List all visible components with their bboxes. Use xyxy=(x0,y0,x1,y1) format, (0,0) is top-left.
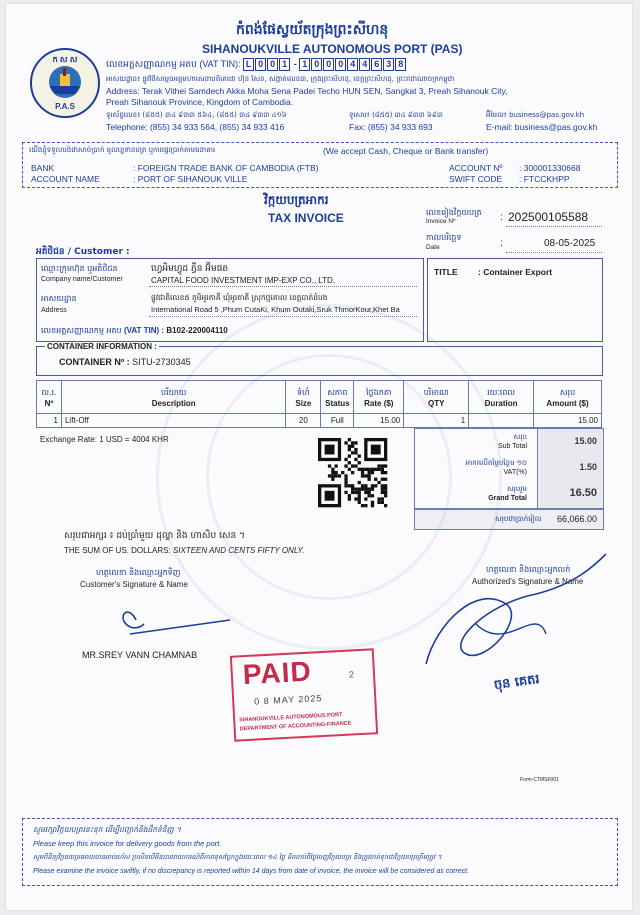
table-body xyxy=(37,414,602,428)
grand-total-value: 16.50 xyxy=(569,487,597,499)
riel-khmer: សរុបជាប្រាក់រៀល xyxy=(495,515,542,523)
tin-digit: 6 xyxy=(371,58,382,71)
container-info-box xyxy=(36,342,603,376)
account-no-label: ACCOUNT Nº xyxy=(449,163,503,173)
org-name-khmer: កំពង់ផែស្វយ័តក្រុងព្រះសីហនុ xyxy=(236,22,389,38)
tin-digit: 4 xyxy=(359,58,370,71)
address-label-khmer: អាសយដ្ឋាន xyxy=(41,294,77,303)
email: E-mail: business@pas.gov.kh xyxy=(486,122,598,132)
items-table xyxy=(36,380,602,428)
customer-vat-khmer: លេខអត្តសញ្ញាណកម្ម អតប xyxy=(41,326,122,335)
swift-label: SWIFT CODE xyxy=(449,174,503,184)
bank-label: BANK xyxy=(31,163,55,173)
grand-total-label: Grand Total xyxy=(488,495,527,502)
cell-amount: 15.00 xyxy=(534,414,602,428)
paid-stamp xyxy=(230,648,378,741)
bank-value: : FOREIGN TRADE BANK OF CAMBODIA (FTB) xyxy=(133,163,319,173)
customer-box xyxy=(36,258,424,342)
container-no-value: SITU-2730345 xyxy=(132,357,191,367)
org-name: SIHANOUKVILLE AUTONOMOUS PORT (PAS) xyxy=(202,42,463,56)
container-heading: CONTAINER INFORMATION : xyxy=(47,342,157,351)
column-header: ថ្លៃឯកតា Rate ($) xyxy=(354,381,404,414)
tin-digit: 0 xyxy=(255,58,266,71)
qr-code xyxy=(318,438,396,508)
customer-vat-label: (VAT TIN) : xyxy=(123,326,165,335)
bank-info-box xyxy=(22,142,618,188)
column-header: សរុប Amount ($) xyxy=(534,381,602,414)
amount-words-row xyxy=(64,546,304,555)
fax: Fax: (855) 34 933 693 xyxy=(349,122,433,132)
company-name: CAPITAL FOOD INVESTMENT IMP-EXP CO., LTD. xyxy=(151,276,336,285)
seal-top-text: ក ស ស xyxy=(52,55,78,64)
invoice-title-khmer: វិក្កយបត្រអាករ xyxy=(264,193,329,207)
paid-stamp-line2: DEPARTMENT OF ACCOUNTING-FINANCE xyxy=(239,720,352,733)
telephone: Telephone: (855) 34 933 564, (855) 34 933 416 xyxy=(106,122,285,132)
address-line1: Address: Terak Vithei Samdech Akka Moha Sena Padei Techo HUN SEN, Sangkat 3, Preah Sihanouk City, xyxy=(106,86,508,96)
tin-digit: 0 xyxy=(311,58,322,71)
paid-stamp-index: 2 xyxy=(348,669,355,680)
vat-tin-row: លេខអត្តសញ្ញាណកម្ម អតប (VAT TIN): L 0 0 1 - 1 0 0 0 4 4 6 3 8 xyxy=(106,58,407,72)
column-header: បរិយាយ Description xyxy=(61,381,285,414)
title-value: : Container Export xyxy=(478,267,553,277)
cell-rate: 15.00 xyxy=(354,414,404,428)
customer-sign-label: Customer's Signature & Name xyxy=(80,580,188,589)
fax-khmer: ទូរសារ៖ (៨៥៥) ៣៤ ៩៣៣ ៦៩៣ xyxy=(349,111,443,119)
totals-box xyxy=(414,428,604,510)
authorized-signature xyxy=(416,544,616,684)
company-label-khmer: ឈ្មោះក្រុមហ៊ុន ឬអតិថិជន xyxy=(41,264,118,273)
subtotal-khmer: សរុប xyxy=(513,433,527,441)
invoice-no-label: Invoice Nº xyxy=(426,218,456,225)
invoice-title: TAX INVOICE xyxy=(268,211,344,225)
ship-icon xyxy=(42,64,88,100)
customer-heading: អតិថិជន / Customer : xyxy=(36,247,130,257)
column-header: ល.រ. Nº xyxy=(37,381,62,414)
cell-status: Full xyxy=(321,414,354,428)
footer-line2-khmer: សូមពិនិត្យវិក្កយបត្រអោយបានឆាប់រហ័ស ប្រសិនបើមិនបានរាយការណ៍ពីភាពខុសប្លែកក្នុងរយៈពេល ១៤ ថ្ងៃ គិតចាប់ពីថ្ងៃចេញវិក្កយបត្រ នឹងត្រូវចាត់ទុកជាវិក្កយបត្រត្រឹមត្រូវ ។ xyxy=(33,853,442,861)
invoice-no-khmer: លេខរៀងវិក្កយបត្រ xyxy=(426,208,482,217)
authorized-name-khmer: ចុន គេតរ xyxy=(493,671,541,694)
subtotal-label: Sub Total xyxy=(497,443,527,450)
cell-size: 20 xyxy=(286,414,321,428)
column-header: បរិមាណ QTY xyxy=(404,381,469,414)
tin-digit: 8 xyxy=(395,58,406,71)
company-name-khmer: ហ្វេអិមហ្វូដ ភ្វីន អ៊ីមផត xyxy=(151,264,229,274)
address-label: Address xyxy=(41,307,67,314)
invoice-page: ក ស ស P.A.S កំពង់ផែស្វយ័តក្រុងព្រះសីហនុ SIHANOUKVILLE AUTONOMOUS PORT (PAS) លេខអត្តសញ្ញាណកម្ម អតប (VAT TIN): L 0 0 1 - 1 0 0 0 4 4 6 3 8 អាសយដ្ឋាន៖ ផ្លូវវិថីសម្តេចអគ្គមហាសេនាបតីតេជោ ហ៊ុន សែន, សង្កាត់លេខ៣, ក្រុងព្រះសីហនុ, ខេត្តព្រះសីហនុ, ព្រះរាជាណាចក្រកម្ពុជា Address: Terak Vithei Samdech Akka Moha Sena Padei Techo HUN SEN, Sangkat 3, Preah Sihanouk City, Preah Sihanouk Province, Kingdom of Cambodia. ទូរស័ព្ទលេខ៖ (៨៥៥) ៣៤ ៩៣៣ ៥៦៤, (៨៥៥) ៣៤ ៩៣៣ ៤១៦ Telephone: (855) 34 933 564, (855) 34 933 416 ទូរសារ៖ (៨៥៥) ៣៤ ៩៣៣ ៦៩៣ Fax: (855) 34 933 693 អ៊ីមែល៖ business@pas.gov.kh E-mail: business@pas.gov.kh យើងខ្ញុំទទួលបង់ជាសាច់ប្រាក់ មូលប្បទានបត្រ ឬការផ្ទេរប្រាក់តាមធនាគារ (We accept Cash, Cheque or Bank transfer) BANK : FOREIGN TRADE BANK OF CAMBODIA (FTB) ACCOUNT NAME : PORT OF SIHANOUK VILLE ACCOUNT Nº : 300001330668 SWIFT CODE : FTCCKHPP វិក្កយបត្រអាករ TAX INVOICE លេខរៀងវិក្កយបត្រ Invoice Nº : 202500105588 កាលបរិច្ឆេទ Date : 08-05-2025 អតិថិជន / Customer : ឈ្មោះក្រុមហ៊ុន ឬអតិថិជន Company name/Customer ហ្វេអិមហ្វូដ ភ្វីន អ៊ីមផត CAPITAL FOOD INVESTMENT IMP-EXP CO., LTD. អាសយដ្ឋាន Address ផ្លូវជាតិលេខ៥ ភូមិអូរតាគី ឃុំអូរតាគី ស្រុកថ្មគោល ខេត្តបាត់ដំបង International Road 5 ,Phum CutaKi, Khum Outaki,Sruk ThmorKour,Khet Ba លេខអត្តសញ្ញាណកម្ម អតប (VAT TIN) : B102-220004110 TITLE : Container Export CONTAINER INFORMATION : CONTAINER Nº : SITU-2730345 ល.រ. Nº បរិយាយ Description ទំហំ Size សភាព Status ថ្លៃឯកតា Rate ($) បរិមាណ QTY រយៈពេល Duration សរុប Amount ($) 1 Lift-Off 20 Full 15.00 1 15.00 Exchange Rate: 1 USD = 4004 KHR សរុប Sub Total 15.00 អាករលើតម្លៃបន្ថែម ១០ VAT(%) 1.50 សរុបរួម Grand Total 16.50 សរុបជាប្រាក់រៀល 66,066.00 សរុបជាអក្សរ ៖ ដប់ប្រាំមួយ ដុល្លា និង ហាសិប សេន ។ THE SUM OF US. DOLLARS: SIXTEEN AND CENTS FIFTY ONLY. ហត្ថលេខា និងឈ្មោះអ្នកទិញ Customer's Signature & Name MR.SREY VANN CHAMNAB ហត្ថលេខា និងឈ្មោះអ្នកលក់ Authorized's Signature & Name ចុន គេតរ PAID 2 0 8 MAY 2025 SIHANOUKVILLE AUTONOMOUS PORT DEPARTMENT OF ACCOUNTING-FINANCE Form-CTMSF001 សូមរក្សាវិក្កយបត្រនេះទុក ដើម្បីបញ្ជាក់និងដឹកទំនិញ ។ Please keep this invoice for delivery goods from the port. សូមពិនិត្យវិក្កយបត្រអោយបានឆាប់រហ័ស ប្រសិនបើមិនបានរាយការណ៍ពីភាពខុសប្លែកក្នុងរយៈពេល ១៤ ថ្ងៃ គិតចាប់ពីថ្ងៃចេញវិក្កយបត្រ នឹងត្រូវចាត់ទុកជាវិក្កយបត្រត្រឹមត្រូវ ។ Please examine the invoice swiftly, if no discrepancy is reported within 14 days from date of invoice, the invoice will be considered as correct. xyxy=(6,4,632,910)
cell-duration xyxy=(469,414,534,428)
vat-tin-prefix xyxy=(243,59,291,69)
invoice-no-value: 202500105588 xyxy=(508,210,589,224)
authorized-sign-label: Authorized's Signature & Name xyxy=(472,577,584,586)
customer-address-khmer: ផ្លូវជាតិលេខ៥ ភូមិអូរតាគី ឃុំអូរតាគី ស្រុកថ្មគោល ខេត្តបាត់ដំបង xyxy=(151,293,328,302)
email-khmer: អ៊ីមែល៖ business@pas.gov.kh xyxy=(486,111,585,119)
vat-tin-digits xyxy=(299,59,407,69)
vat-label: VAT(%) xyxy=(503,469,527,476)
cell-no: 1 xyxy=(37,414,62,428)
tin-digit: 4 xyxy=(347,58,358,71)
authorized-sign-khmer: ហត្ថលេខា និងឈ្មោះអ្នកលក់ xyxy=(486,565,571,574)
cell-qty: 1 xyxy=(404,414,469,428)
company-label: Company name/Customer xyxy=(41,276,123,283)
container-no-row xyxy=(59,357,191,367)
column-header: សភាព Status xyxy=(321,381,354,414)
container-no-label: CONTAINER Nº : xyxy=(59,357,130,367)
exchange-rate: Exchange Rate: 1 USD = 4004 KHR xyxy=(40,435,169,444)
footer-notes xyxy=(22,818,618,886)
invoice-date-khmer: កាលបរិច្ឆេទ xyxy=(426,233,462,242)
vat-value: 1.50 xyxy=(579,462,597,472)
subtotal-value: 15.00 xyxy=(574,436,597,446)
riel-total-row xyxy=(414,508,604,530)
cell-description: Lift-Off xyxy=(61,414,285,428)
invoice-date-value: 08-05-2025 xyxy=(544,238,596,249)
telephone-khmer: ទូរស័ព្ទលេខ៖ (៨៥៥) ៣៤ ៩៣៣ ៥៦៤, (៨៥៥) ៣៤ ៩៣៣ ៤១៦ xyxy=(106,111,287,119)
paid-stamp-line1: SIHANOUKVILLE AUTONOMOUS PORT xyxy=(239,712,343,724)
tin-digit: 0 xyxy=(335,58,346,71)
port-seal-logo xyxy=(30,48,100,118)
column-header: រយៈពេល Duration xyxy=(469,381,534,414)
paid-stamp-date: 0 8 MAY 2025 xyxy=(254,693,323,707)
paid-stamp-text: PAID xyxy=(242,655,313,691)
account-name-label: ACCOUNT NAME xyxy=(31,174,100,184)
customer-sign-khmer: ហត្ថលេខា និងឈ្មោះអ្នកទិញ xyxy=(96,568,181,577)
amount-words-khmer: សរុបជាអក្សរ ៖ ដប់ប្រាំមួយ ដុល្លា និង ហាសិប សេន ។ xyxy=(64,531,245,541)
amount-words-label: THE SUM OF US. DOLLARS: xyxy=(64,546,171,555)
title-box xyxy=(427,258,603,342)
address-khmer: អាសយដ្ឋាន៖ ផ្លូវវិថីសម្តេចអគ្គមហាសេនាបតីតេជោ ហ៊ុន សែន, សង្កាត់លេខ៣, ក្រុងព្រះសីហនុ, ខេត្តព្រះសីហនុ, ព្រះរាជាណាចក្រកម្ពុជា xyxy=(106,75,455,83)
invoice-date-label: Date xyxy=(426,244,440,251)
vat-khmer: អាករលើតម្លៃបន្ថែម ១០ xyxy=(465,459,527,467)
account-name-value: : PORT OF SIHANOUK VILLE xyxy=(133,174,248,184)
vat-tin-khmer: លេខអត្តសញ្ញាណកម្ម អតប xyxy=(106,60,197,70)
vat-tin-label: (VAT TIN): xyxy=(199,59,241,69)
grand-total-khmer: សរុបរួម xyxy=(507,485,527,493)
riel-value: 66,066.00 xyxy=(556,514,597,524)
tin-digit: L xyxy=(243,58,254,71)
swift-value: : FTCCKHPP xyxy=(519,174,570,184)
address-line2: Preah Sihanouk Province, Kingdom of Cambodia. xyxy=(106,97,294,107)
tin-digit: 1 xyxy=(299,58,310,71)
customer-vat-value: B102-220004110 xyxy=(166,326,228,335)
tin-digit: 3 xyxy=(383,58,394,71)
customer-vat-row xyxy=(41,325,228,337)
footer-line2: Please examine the invoice swiftly, if no discrepancy is reported within 14 days from date of invoice, the invoice will be considered as correct. xyxy=(33,868,470,875)
footer-line1-khmer: សូមរក្សាវិក្កយបត្រនេះទុក ដើម្បីបញ្ជាក់និងដឹកទំនិញ ។ xyxy=(33,825,181,834)
customer-name: MR.SREY VANN CHAMNAB xyxy=(82,650,198,660)
amount-words-value: SIXTEEN AND CENTS FIFTY ONLY. xyxy=(172,546,305,555)
tin-digit: 1 xyxy=(279,58,290,71)
customer-signature xyxy=(90,590,230,650)
column-header: ទំហំ Size xyxy=(286,381,321,414)
table-header-row xyxy=(37,381,602,414)
title-label: TITLE xyxy=(434,267,458,277)
tin-digit: 0 xyxy=(267,58,278,71)
bank-notice: (We accept Cash, Cheque or Bank transfer) xyxy=(323,146,489,156)
footer-line1: Please keep this invoice for delivery goods from the port. xyxy=(33,839,222,848)
seal-bottom-text: P.A.S xyxy=(55,102,75,111)
bank-notice-khmer: យើងខ្ញុំទទួលបង់ជាសាច់ប្រាក់ មូលប្បទានបត្រ ឬការផ្ទេរប្រាក់តាមធនាគារ xyxy=(29,146,216,154)
form-code: Form-CTMSF001 xyxy=(520,777,559,783)
customer-address: International Road 5 ,Phum CutaKi, Khum Outaki,Sruk ThmorKour,Khet Ba xyxy=(151,305,400,314)
tin-digit: 0 xyxy=(323,58,334,71)
table-row xyxy=(37,414,602,428)
account-no-value: : 300001330668 xyxy=(519,163,581,173)
